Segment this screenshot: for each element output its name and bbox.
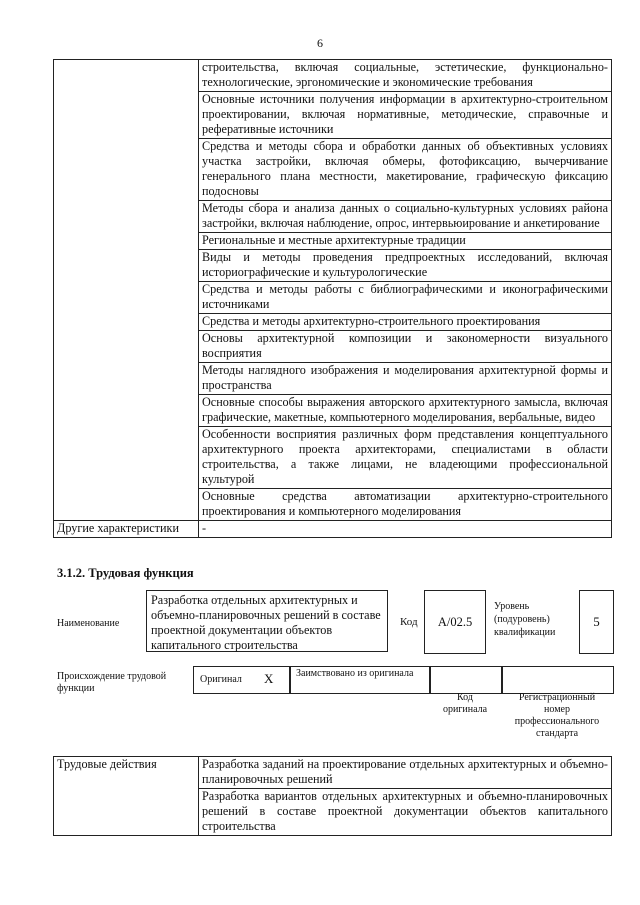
- level-box: 5: [579, 590, 614, 654]
- other-characteristics-label: Другие характеристики: [54, 521, 199, 538]
- table-cell: Региональные и местные архитектурные традиции: [199, 233, 612, 250]
- table-cell: Основы архитектурной композиции и закономерности визуального восприятия: [199, 331, 612, 363]
- original-label: Оригинал: [200, 674, 242, 685]
- table-cell: Разработка вариантов отдельных архитектурных и объемно-планировочных решений в составе проектной документации объектов капитального строительства: [199, 789, 612, 836]
- table-label-cell: [54, 60, 199, 521]
- table-cell: Разработка заданий на проектирование отдельных архитектурных и объемно-планировочных решений: [199, 757, 612, 789]
- origin-label: Происхождение трудовой функции: [57, 671, 167, 694]
- code-original-cell: [429, 666, 503, 694]
- code-label: Код: [400, 616, 418, 628]
- original-mark: X: [264, 671, 274, 686]
- reg-number-cell: [501, 666, 614, 694]
- table-cell: Средства и методы сбора и обработки данных об объективных условиях участка застройки, включая обмеры, фотофиксацию, вычерчивание генерального плана местности, макетирование, графическую фиксацию подосновы: [199, 139, 612, 201]
- section-heading: 3.1.2. Трудовая функция: [57, 566, 194, 580]
- table-cell: Виды и методы проведения предпроектных исследований, включая историографические и культурологические: [199, 250, 612, 282]
- table-cell: Особенности восприятия различных форм представления концептуального архитектурного проекта архитекторами, специалистами в области строительства, а также лицами, не владеющими профессиональной культурой: [199, 427, 612, 489]
- code-original-caption: Код оригинала: [442, 692, 488, 715]
- table-cell: Средства и методы работы с библиографическими и иконографическими источниками: [199, 282, 612, 314]
- labor-actions-label: Трудовые действия: [54, 757, 199, 836]
- original-cell: [193, 666, 291, 694]
- name-label: Наименование: [57, 618, 120, 629]
- table-cell: Основные средства автоматизации архитектурно-строительного проектирования и компьютерного моделирования: [199, 489, 612, 521]
- table-cell: Основные источники получения информации в архитектурно-строительном проектировании, включая нормативные, методические, справочные и реферативные источники: [199, 92, 612, 139]
- table-row: [54, 60, 612, 92]
- table-row: [54, 757, 612, 789]
- code-box: A/02.5: [424, 590, 486, 654]
- level-label: Уровень (подуровень) квалификации: [494, 601, 556, 638]
- borrowed-label: Заимствовано из оригинала: [296, 668, 414, 679]
- labor-actions-table: [53, 756, 612, 836]
- table-cell: Основные способы выражения авторского архитектурного замысла, включая графические, макетные, компьютерного моделирования, вербальные, видео: [199, 395, 612, 427]
- table-row: [54, 521, 612, 538]
- table-cell: Средства и методы архитектурно-строительного проектирования: [199, 314, 612, 331]
- page-number: 6: [317, 36, 323, 50]
- function-name-box: Разработка отдельных архитектурных и объемно-планировочных решений в составе проектной документации объектов капитального строительства: [146, 590, 388, 652]
- other-characteristics-value: -: [199, 521, 612, 538]
- table-cell: строительства, включая социальные, эстетические, функционально-технологические, эргономические и экономические требования: [199, 60, 612, 92]
- table-cell: Методы наглядного изображения и моделирования архитектурной формы и пространства: [199, 363, 612, 395]
- reg-number-caption: Регистрационный номер профессионального стандарта: [514, 692, 600, 739]
- borrowed-cell: [289, 666, 431, 694]
- table-cell: Методы сбора и анализа данных о социально-культурных условиях района застройки, включая наблюдение, опрос, интервьюирование и анкетирование: [199, 201, 612, 233]
- knowledge-table: [53, 59, 612, 538]
